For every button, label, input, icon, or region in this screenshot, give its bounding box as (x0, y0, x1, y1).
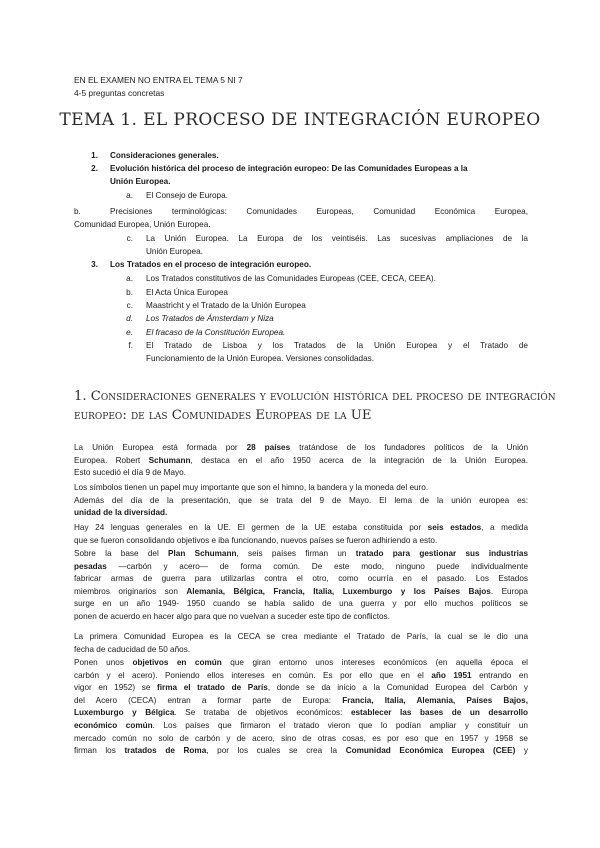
outline-text: Los Tratados constitutivos de las Comunidades Europeas (CEE, CECA, CEEA). (146, 274, 436, 283)
outline-letter: f. (128, 341, 133, 350)
outline-letter: b. (74, 207, 81, 216)
page-title: TEMA 1. EL PROCESO DE INTEGRACIÓN EUROPEO (59, 110, 541, 130)
section-heading (74, 387, 556, 425)
text-run: ponen de acuerdo en hacer algo para que no vuelvan a suceder este tipo de conflictos. (74, 611, 390, 621)
text-run: , destaca en el año 1950 acerca de la integración de la Unión Europea. (190, 455, 528, 465)
outline-letter: c. (126, 301, 133, 310)
outline-text: Los Tratados en el proceso de integración europeo. (110, 260, 312, 269)
outline-text: Los Tratados de Ámsterdam y Niza (146, 314, 274, 323)
outline-text: Consideraciones generales. (110, 151, 219, 160)
section-heading-line: europeo: de las Comunidades Europeas de la UE (74, 408, 372, 423)
text-run: Hay 24 lenguas generales en la UE. El germen de la UE estaba constituida por (74, 523, 428, 532)
paragraph-line (74, 561, 528, 574)
outline-text: Comunidad Europea, Unión Europea. (74, 220, 211, 229)
text-run: carbón y el acero). Poniendo ellos intereses en común. Es por ello que en el (74, 670, 432, 680)
outline-letter: a. (126, 274, 133, 283)
bold-text: económico común (74, 720, 153, 730)
text-run: Además del día de la presentación, que se trata del 9 de Mayo. El lema de la unión europea es: (74, 495, 528, 505)
paragraph-line (74, 598, 528, 611)
paragraph-line (74, 548, 528, 561)
outline-text: Maastricht y el Tratado de la Unión Europea (146, 301, 306, 310)
paragraph-5 (74, 631, 528, 656)
outline-text: La Unión Europea. La Europa de los veintiséis. Las sucesivas ampliaciones de la (146, 234, 528, 243)
text-run: y (515, 746, 528, 756)
outline-text: Unión Europea. (110, 177, 171, 186)
questions-note: 4-5 preguntas concretas (74, 88, 165, 98)
outline-text: El fracaso de la Constitución Europea. (146, 328, 286, 337)
text-run: La Unión Europea está formada por (74, 443, 247, 452)
paragraph-4 (74, 548, 528, 624)
text-run: . Los países que firmaron el tratado vieron que lo podían ampliar y constituir un (152, 720, 528, 730)
outline-text: Evolución histórica del proceso de integración europeo: De las Comunidades Europeas a la (110, 164, 468, 173)
text-run: entrando en (471, 670, 528, 680)
bold-text: pesadas (74, 561, 107, 571)
bold-text: Luxemburgo y Bélgica (74, 708, 175, 718)
bold-text: Schumann (148, 455, 191, 465)
outline-letter: e. (126, 328, 133, 337)
paragraph-line (74, 657, 528, 670)
section-heading-line: 1. Consideraciones generales y evolución histórica del proceso de integración (74, 389, 556, 404)
outline-letter: a. (126, 191, 133, 200)
paragraph-line (74, 507, 528, 520)
text-run: mercado común no solo de carbón y de acero, sino de otras cosas, es por eso que en 1957 y 1958 se (74, 733, 528, 743)
text-run: del Acero (CECA) entran a formar parte de Europa: (74, 695, 343, 705)
text-run: surge en un año 1949- 1950 cuando se había salido de una guerra y por ello muchos políticos se (74, 599, 528, 609)
text-run: miembros originarios son (74, 586, 187, 596)
text-run: Esto sucedió el día 9 de Mayo. (74, 468, 186, 478)
outline-text: El Acta Única Europea (146, 288, 228, 297)
paragraph-2 (74, 482, 528, 520)
paragraph-line (74, 670, 528, 683)
text-run: Ponen unos (74, 658, 133, 667)
text-run: , seis países firman un (236, 549, 356, 558)
text-run: tratándose de los fundadores políticos de la Unión (290, 443, 528, 452)
outline-text: El Tratado de Lisboa y los Tratados de la Unión Europea y el Tratado de (146, 341, 528, 350)
paragraph-line (74, 682, 528, 695)
text-run: fabricar armas de guerra para utilizarlas contra el otro, como ocurría en el pasado. Los Estados (74, 574, 528, 584)
paragraph-1 (74, 442, 528, 480)
outline-number: 3. (91, 260, 98, 269)
bold-text: Plan Schumann (168, 549, 237, 558)
bold-text: Comunidad Económica Europea (CEE) (345, 746, 516, 756)
paragraph-line (74, 733, 528, 746)
paragraph-line (74, 442, 528, 455)
paragraph-line (74, 586, 528, 599)
paragraph-6 (74, 657, 528, 758)
text-run: —carbón y acero— de forma común. De este modo, ninguno puede individualmente (106, 561, 528, 571)
paragraph-line (74, 535, 528, 548)
text-run: . Europa (490, 586, 528, 596)
bold-text: unidad de la diversidad. (74, 508, 168, 518)
paragraph-line (74, 745, 528, 758)
text-run: vigor en 1952) se (74, 683, 158, 693)
bold-text: tratado para gestionar sus industrias (355, 549, 528, 558)
paragraph-line (74, 644, 528, 657)
text-run: Sobre la base del (74, 549, 169, 558)
text-run: , donde se da inicio a la Comunidad Europea del Carbón y (267, 683, 528, 693)
text-run: , por los cuales se crea la (206, 746, 346, 756)
bold-text: objetivos en común (132, 658, 222, 667)
exam-note: EN EL EXAMEN NO ENTRA EL TEMA 5 NI 7 (74, 75, 243, 85)
paragraph-line (74, 455, 528, 468)
bold-text: firma el tratado de París (157, 683, 268, 693)
outline-letter: d. (126, 314, 133, 323)
bold-text: Francia, Italia, Alemania, Países Bajos, (342, 695, 528, 705)
paragraph-3 (74, 522, 528, 547)
outline-number: 2. (91, 164, 98, 173)
text-run: . Se trataba de objetivos económicos: (174, 708, 351, 718)
paragraph-line (74, 707, 528, 720)
outline-text: Funcionamiento de la Unión Europea. Versiones consolidadas. (146, 354, 375, 363)
paragraph-line (74, 482, 528, 495)
paragraph-line (74, 467, 528, 480)
text-run: Europea. Robert (74, 455, 149, 465)
paragraph-line (74, 695, 528, 708)
paragraph-line (74, 573, 528, 586)
bold-text: 28 países (246, 443, 291, 452)
paragraph-line (74, 522, 528, 535)
bold-text: año 1951 (431, 670, 472, 680)
text-run: que se fueron consolidando objetivos e iba funcionando, nuevos países se fueron adhiriendo a esto. (74, 535, 438, 545)
outline-number: 1. (91, 151, 98, 160)
paragraph-line (74, 631, 528, 644)
text-run: fecha de caducidad de 50 años. (74, 644, 191, 654)
paragraph-line (74, 720, 528, 733)
text-run: , a medida (481, 523, 528, 532)
bold-text: tratados de Roma (124, 746, 207, 756)
outline-letter: b. (126, 288, 133, 297)
text-run: firman los (74, 746, 125, 756)
text-run: Los símbolos tienen un papel muy importante que son el himno, la bandera y la moneda del euro. (74, 483, 429, 492)
outline-text: El Consejo de Europa. (146, 191, 228, 200)
text-run: que giran entorno unos intereses económicos (en aquella época el (221, 658, 528, 667)
text-run: La primera Comunidad Europea es la CECA se crea mediante el Tratado de París, la cual se le dio una (74, 632, 528, 641)
outline-letter: c. (126, 234, 133, 243)
outline-text: Unión Europea. (146, 247, 203, 256)
bold-text: Alemania, Bélgica, Francia, Italia, Luxemburgo y los Países Bajos (186, 586, 491, 596)
bold-text: seis estados (427, 523, 482, 532)
outline-text: Precisiones terminológicas: Comunidades Europeas, Comunidad Económica Europea, (110, 207, 528, 216)
paragraph-line (74, 495, 528, 508)
bold-text: establecer las bases de un desarrollo (350, 708, 528, 718)
paragraph-line (74, 611, 528, 624)
